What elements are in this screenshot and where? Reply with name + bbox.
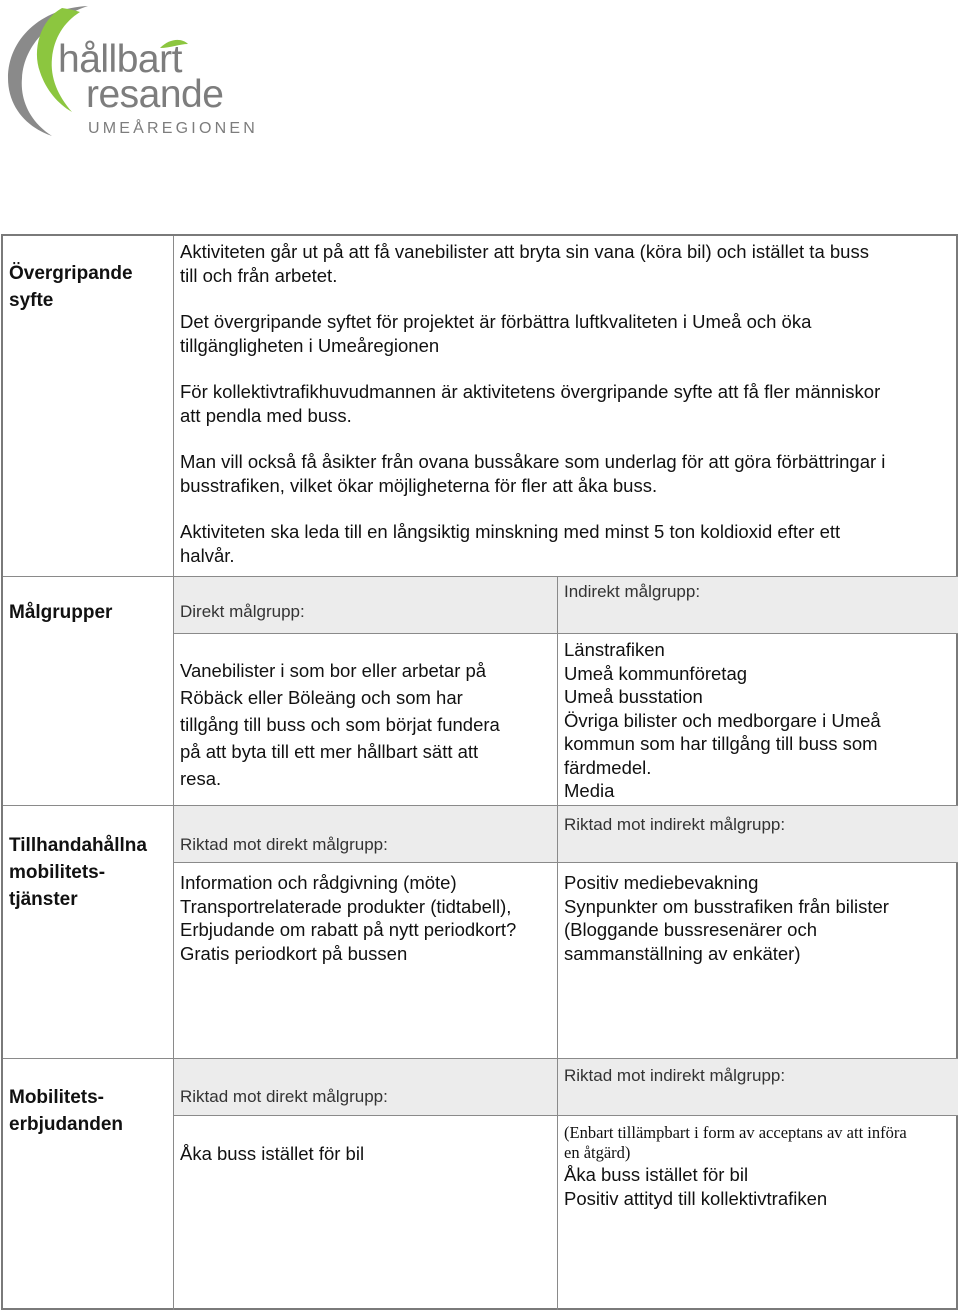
list-item: Synpunkter om busstrafiken från bilister <box>564 895 889 917</box>
mobility-table <box>1 234 958 1310</box>
list-item: Umeå busstation <box>564 686 703 707</box>
label-malgrupper: Målgrupper <box>9 602 113 623</box>
list-item: Gratis periodkort på bussen <box>180 942 408 964</box>
label-tillhandahallna-mobilitetstjanster: Tillhandahållna mobilitets- tjänster <box>9 835 147 910</box>
list-item: Erbjudande om rabatt på nytt periodkort? <box>180 919 517 940</box>
list-item: Positiv attityd till kollektivtrafiken <box>564 1187 828 1209</box>
row-divider-erbjudanden <box>3 1058 958 1059</box>
header-riktad-direkt-tjanster: Riktad mot direkt målgrupp: <box>180 835 388 854</box>
indirect-erbjudanden-note: (Enbart tillämpbart i form av acceptans av att införa en åtgärd) <box>564 1123 907 1162</box>
list-item: Åka buss istället för bil <box>564 1164 749 1185</box>
list-item: (Bloggande bussresenärer och <box>564 919 817 940</box>
logo-text-umearegionen: UMEÅREGIONEN <box>88 120 258 137</box>
indirect-tjanster-list <box>564 871 889 965</box>
label-overgripande-syfte: Övergripande syfte <box>9 263 133 311</box>
list-item: kommun som har tillgång till buss som <box>564 733 878 754</box>
logo-text-resande: resande <box>86 73 224 116</box>
list-item: Information och rådgivning (möte) <box>180 872 457 893</box>
subrow-divider-tjanster <box>174 862 958 863</box>
column-divider-2 <box>557 577 558 1310</box>
direct-tjanster-list <box>180 871 516 965</box>
direct-malgrupp-text: Vanebilister i som bor eller arbetar på Röbäck eller Böleäng och som har tillgång till buss och som börjat fundera på att byta till ett mer hållbart sätt att resa. <box>180 660 500 789</box>
list-item: färdmedel. <box>564 756 652 778</box>
list-item: Övriga bilister och medborgare i Umeå <box>564 709 881 731</box>
header-direkt-malgrupp: Direkt målgrupp: <box>180 602 305 621</box>
syfte-text <box>180 240 955 590</box>
syfte-paragraph: För kollektivtrafikhuvudmannen är aktivitetens övergripande syfte att få fler människor att pendla med buss. <box>180 381 881 426</box>
list-item: Positiv mediebevakning <box>564 872 759 893</box>
header-riktad-indirekt-tjanster: Riktad mot indirekt målgrupp: <box>564 815 786 834</box>
label-mobilitetserbjudanden: Mobilitets- erbjudanden <box>9 1087 124 1135</box>
row-divider-tjanster <box>3 805 958 806</box>
logo-text-hallbart: hållbart <box>58 38 182 81</box>
list-item: sammanställning av enkäter) <box>564 942 801 964</box>
syfte-paragraph: Man vill också få åsikter från ovana bussåkare som underlag för att göra förbättringar i busstrafiken, vilket ökar möjligheterna för fler att åka buss. <box>180 451 886 496</box>
list-item: Länstrafiken <box>564 639 665 660</box>
syfte-paragraph: Aktiviteten ska leda till en långsiktig minskning med minst 5 ton koldioxid efter ett halvår. <box>180 521 841 566</box>
syfte-paragraph: Aktiviteten går ut på att få vanebilister att bryta sin vana (köra bil) och istället ta buss till och från arbetet. <box>180 241 869 286</box>
direct-erbjudanden-text: Åka buss istället för bil <box>180 1143 365 1164</box>
header-riktad-direkt-erbjudanden: Riktad mot direkt målgrupp: <box>180 1087 388 1106</box>
subrow-divider-erbjudanden <box>174 1115 958 1116</box>
column-divider-1 <box>173 236 174 1310</box>
list-item: Transportrelaterade produkter (tidtabell), <box>180 895 512 917</box>
header-riktad-indirekt-erbjudanden: Riktad mot indirekt målgrupp: <box>564 1066 786 1085</box>
syfte-paragraph: Det övergripande syftet för projektet är förbättra luftkvaliteten i Umeå och öka tillgängligheten i Umeåregionen <box>180 311 812 356</box>
list-item: Media <box>564 780 615 801</box>
list-item: Umeå kommunföretag <box>564 662 748 684</box>
header-indirekt-malgrupp: Indirekt målgrupp: <box>564 582 701 601</box>
indirect-erbjudanden-list <box>564 1163 827 1210</box>
logo <box>0 0 280 145</box>
subrow-divider-malgrupper <box>174 633 958 634</box>
indirect-malgrupp-list <box>564 638 881 803</box>
